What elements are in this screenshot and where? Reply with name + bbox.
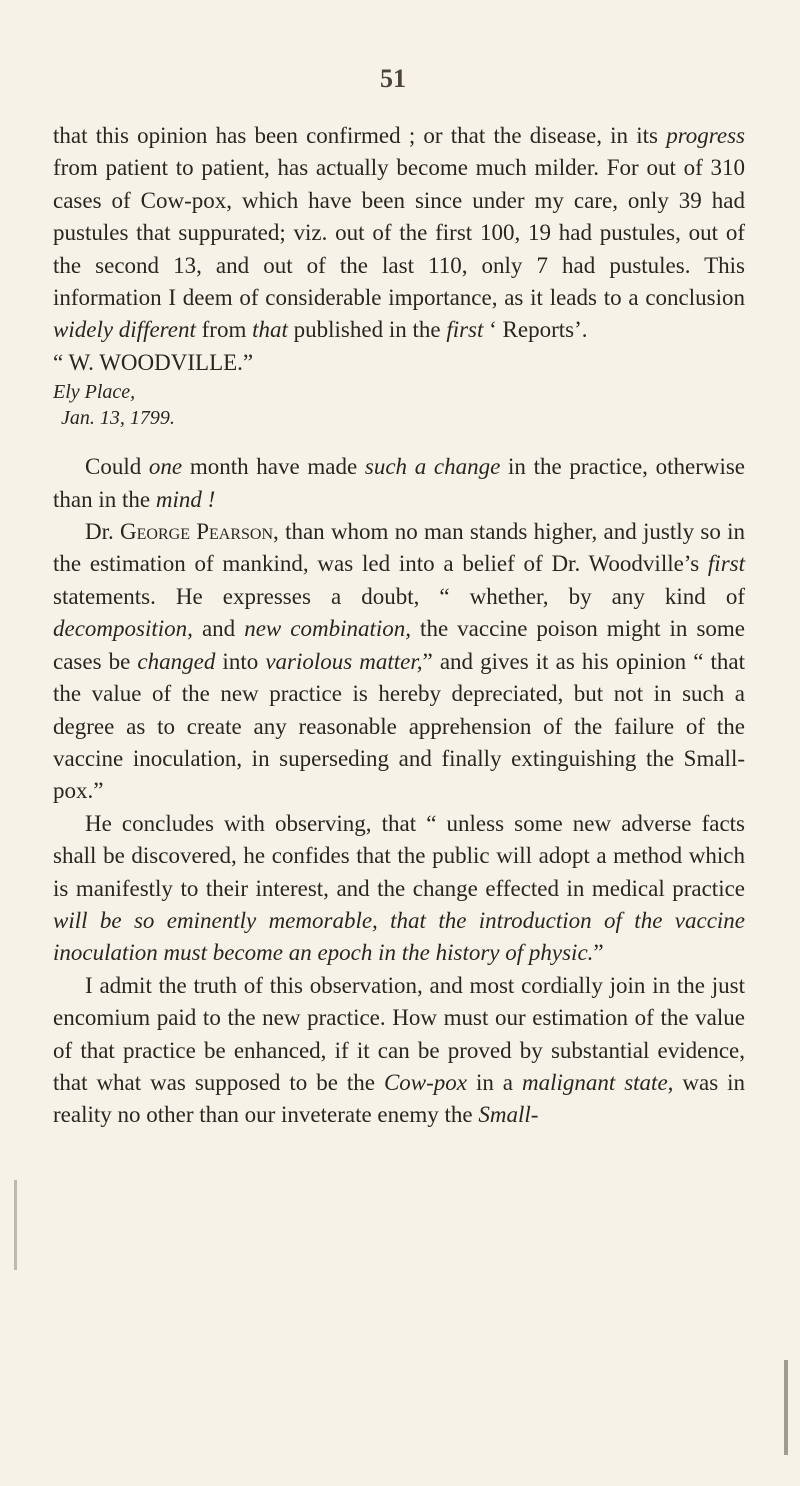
- italic-run: malignant state,: [521, 1069, 674, 1095]
- italic-run: that: [252, 317, 288, 343]
- text-run: in a: [467, 1069, 522, 1095]
- italic-run: mind !: [155, 486, 216, 512]
- dateline: [53, 379, 745, 431]
- italic-run: first: [446, 317, 484, 343]
- text-run: was in reality no other than our inveterate enemy the: [53, 1069, 745, 1128]
- text-run: in the practice, otherwise than in the: [53, 454, 746, 512]
- italic-run: will be so eminently memorable, that the introduction of the vaccine inoculation must become an epoch in the history of physic.: [53, 907, 745, 966]
- italic-run: such a change: [364, 454, 501, 480]
- italic-run: first: [707, 551, 745, 577]
- text-run: Dr.: [85, 519, 121, 545]
- italic-run: variolous matter,: [265, 648, 423, 674]
- text-run: I admit the truth of this observation, and most cordially join in the just encomium paid to the new practice. How must our estimation of the value of that practice be enhanced, if it can be proved by substantial evidence, that what was supposed to be the: [53, 972, 745, 1095]
- text-run: and: [192, 616, 245, 642]
- paragraph-question: [53, 451, 745, 516]
- dateline-date: Jan. 13, 1799.: [61, 407, 175, 430]
- text-run: from: [195, 317, 253, 343]
- text-run: into: [215, 648, 266, 674]
- italic-run: one: [148, 454, 183, 480]
- italic-run: Cow-pox: [383, 1069, 468, 1095]
- italic-run: new combination,: [244, 616, 412, 642]
- paragraph-admit: [53, 970, 745, 1132]
- italic-run: changed: [137, 648, 216, 674]
- italic-run: decomposition,: [53, 616, 193, 642]
- text-run: month have made: [182, 454, 365, 480]
- page-number: 51: [380, 64, 406, 93]
- italic-run: Small-: [478, 1102, 539, 1128]
- paragraph-pearson: [53, 516, 745, 808]
- italic-run: widely different: [53, 317, 196, 343]
- text-run: statements. He expresses a doubt, “ whether, by any kind of: [53, 583, 745, 609]
- spacer: [53, 431, 745, 451]
- signature: “ W. WOODVILLE.”: [53, 349, 254, 375]
- text-run: published in the: [287, 317, 447, 343]
- text-run: Could: [85, 454, 149, 480]
- text-run: ” and gives it as his opinion “ that the value of the new practice is hereby depreciated, but not in such a degree as to create any reasonable apprehension of the failure of the vaccine inoculation, in superseding and finally extinguishing the Small-pox.”: [53, 648, 745, 804]
- paragraph-confirmation: [53, 120, 745, 347]
- text-run: the vaccine poison might in some cases be: [53, 616, 745, 674]
- margin-stain: [784, 1360, 788, 1455]
- margin-stain: [14, 1180, 17, 1270]
- text-run: from patient to patient, has actually become much milder. For out of 310 cases of Cow-pox, which have been since under my care, only 39 had pustules that suppurated; viz. out of the first 100, 19 had pustules, out of the second 13, and out of the last 110, only 7 had pustules. This information I deem of considerable importance, as it leads to a conclusion: [53, 155, 745, 311]
- text-run: He concludes with observing, that “ unless some new adverse facts shall be discovered, he confides that the public will adopt a method which is manifestly to their interest, and the change effected in medical practice: [53, 810, 745, 901]
- text-run: ‘ Reports’.: [483, 317, 588, 343]
- italic-run: progress: [666, 123, 745, 148]
- text-run: that this opinion has been confirmed ; or that the disease, in its: [53, 123, 667, 148]
- smallcaps-run: George Pearson: [120, 519, 274, 545]
- text-run: , than whom no man stands higher, and justly so in the estimation of mankind, was led into a belief of Dr. Woodville’s: [53, 519, 745, 577]
- dateline-place: Ely Place,: [53, 381, 136, 404]
- text-run: ”: [593, 940, 604, 966]
- paragraph-concludes: [53, 808, 745, 970]
- page-body: [53, 120, 745, 1132]
